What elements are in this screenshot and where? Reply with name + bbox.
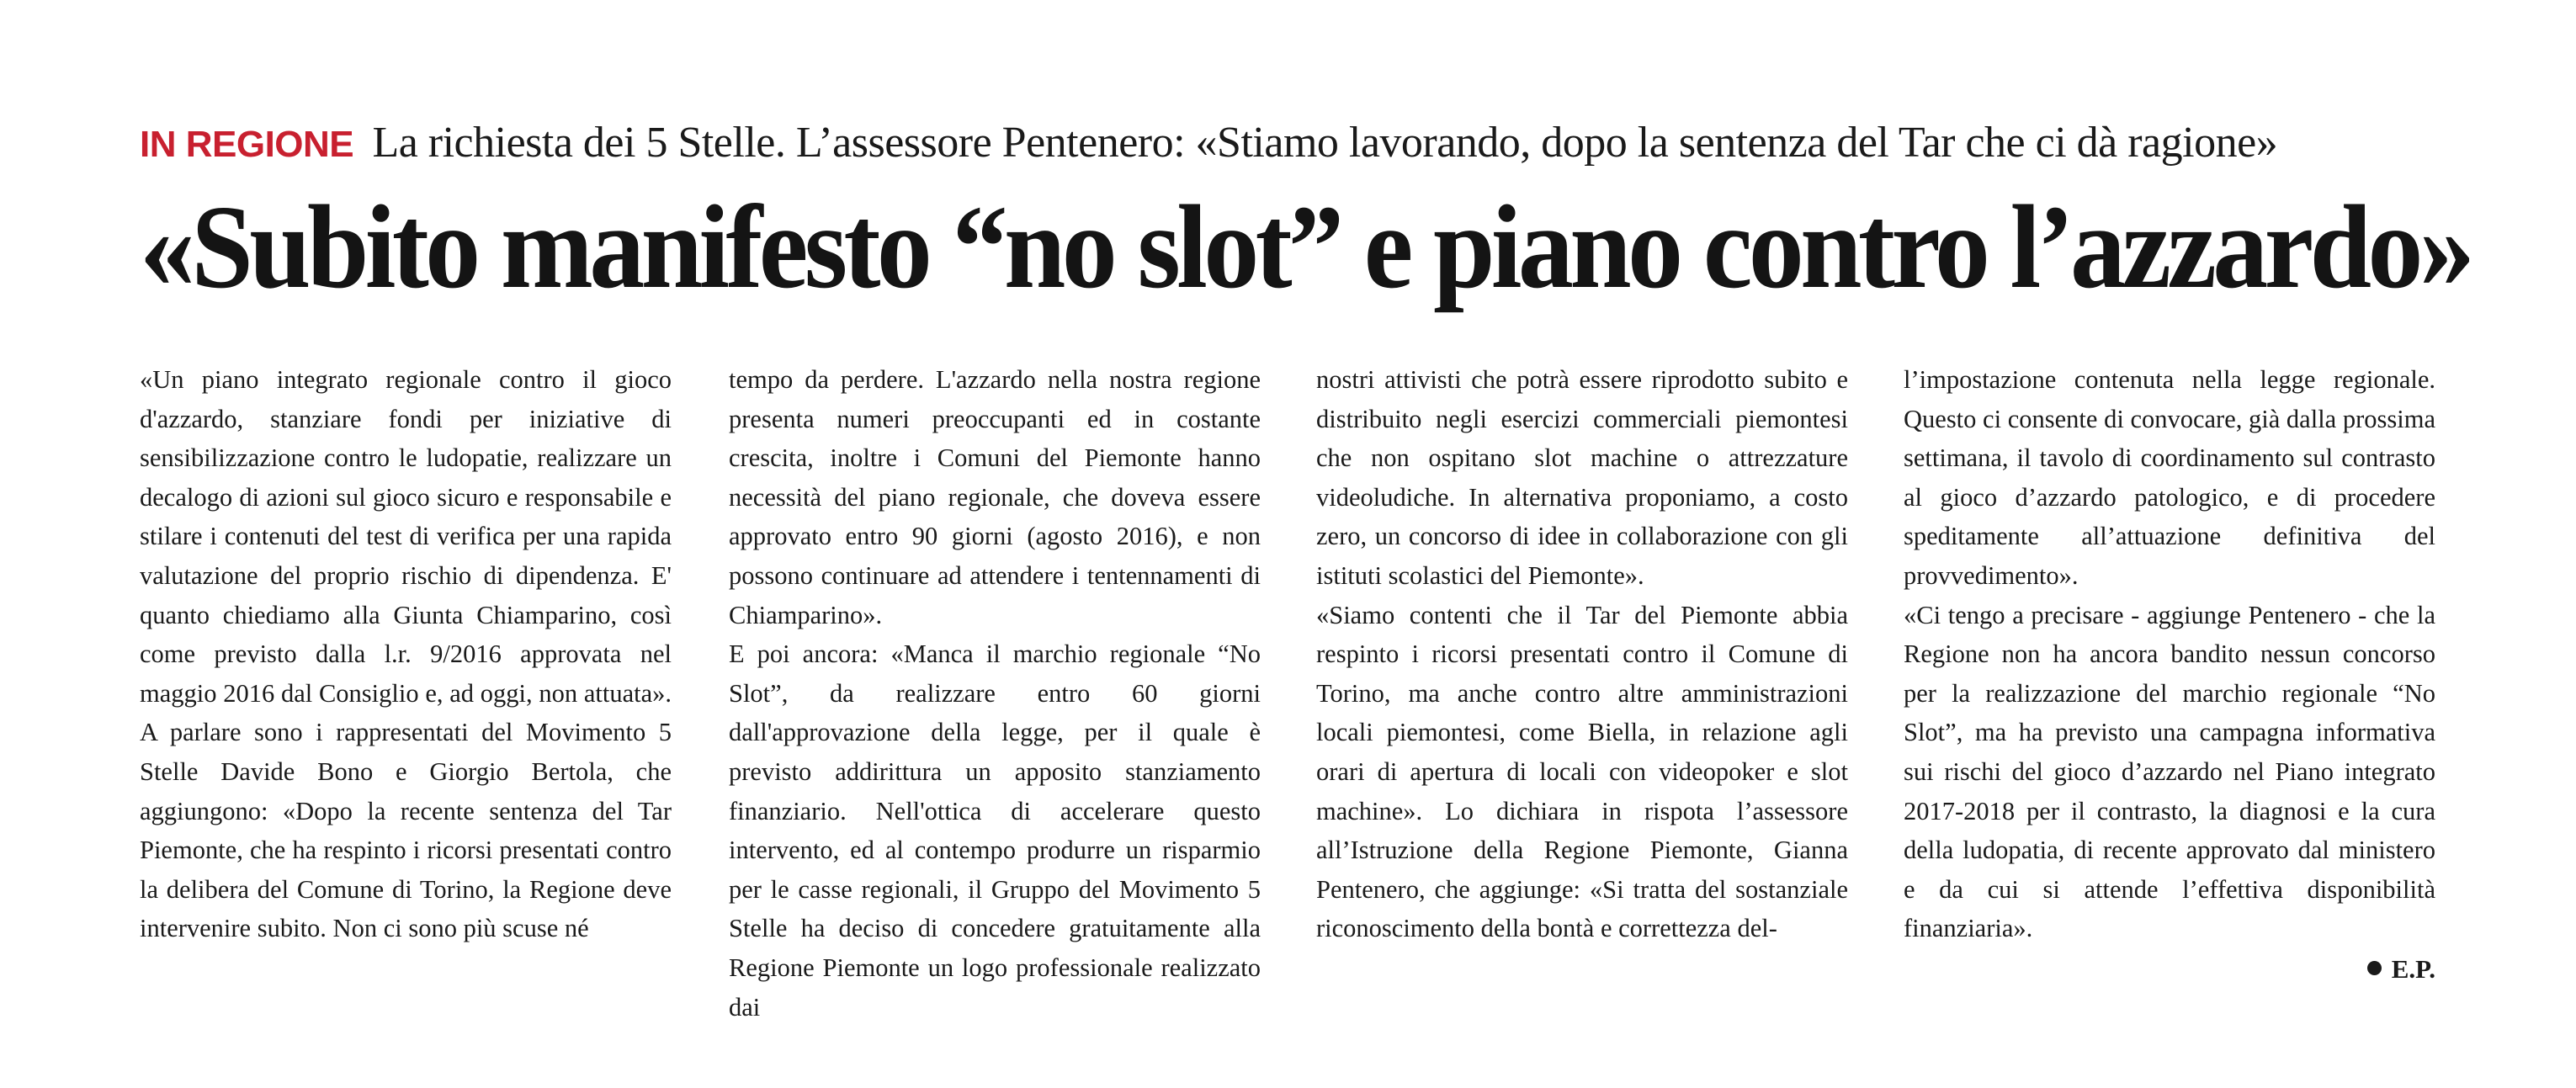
paragraph: tempo da perdere. L'azzardo nella nostra regione presenta numeri preoccupanti ed in costante crescita, inoltre i Comuni del Piemonte hanno necessità del piano regionale, che doveva essere approvato entro 90 giorni (agosto 2016), e non possono continuare ad attendere i tentennamenti di Chiamparino». [729,365,1261,629]
paragraph: «Siamo contenti che il Tar del Piemonte abbia respinto i ricorsi presentati contro il Comune di Torino, ma anche contro altre amministrazioni locali piemontesi, come Biella, in relazione agli orari di apertura di locali con videopoker e slot machine». Lo dichiara in rispota l’assessore all’Istruzione della Regione Piemonte, Gianna Pentenero, che aggiunge: «Si tratta del sostanziale riconoscimento della bontà e correttezza del- [1316,600,1848,943]
author-signature [1904,950,2435,990]
article [140,116,2472,1022]
kicker-line [140,116,2459,172]
headline: «Subito manifesto “no slot” e piano contro l’azzardo» [140,180,2472,313]
author-initials: E.P. [2391,953,2435,984]
paragraph: l’impostazione contenuta nella legge regionale. Questo ci consente di convocare, già dalla prossima settimana, il tavolo di coordinamento sul contrasto al gioco d’azzardo patologico, e di procedere speditamente all’attuazione definitiva del provvedimento». [1904,365,2435,590]
section-tag: IN REGIONE [140,124,354,165]
text-column-4 [1904,360,2435,990]
kicker-text: La richiesta dei 5 Stelle. L’assessore Pentenero: «Stiamo lavorando, dopo la sentenza del Tar che ci dà ragione» [372,119,2278,167]
text-column-2 [729,360,1261,1027]
paragraph: «Un piano integrato regionale contro il gioco d'azzardo, stanziare fondi per iniziative di sensibilizzazione contro le ludopatie, realizzare un decalogo di azioni sul gioco sicuro e responsabile e stilare i contenuti del test di verifica per una rapida valutazione del proprio rischio di dipendenza. E' quanto chiediamo alla Giunta Chiamparino, così come previsto dalla l.r. 9/2016 approvata nel maggio 2016 dal Consiglio e, ad oggi, non attuata». A parlare sono i rappresentati del Movimento 5 Stelle Davide Bono e Giorgio Bertola, che aggiungono: «Dopo la recente sentenza del Tar Piemonte, che ha respinto i ricorsi presentati contro la delibera del Comune di Torino, la Regione deve intervenire subito. Non ci sono più scuse né [140,365,672,943]
paragraph: nostri attivisti che potrà essere riprodotto subito e distribuito negli esercizi commerciali piemontesi che non ospitano slot machine o attrezzature videoludiche. In alternativa proponiamo, a costo zero, un concorso di idee in collaborazione con gli istituti scolastici del Piemonte». [1316,365,1848,590]
text-column-3 [1316,360,1848,948]
text-column-1 [140,360,672,948]
article-body [140,360,2459,1084]
bullet-icon [2367,961,2382,975]
paragraph: E poi ancora: «Manca il marchio regionale “No Slot”, da realizzare entro 60 giorni dall'approvazione della legge, per il quale è previsto addirittura un apposito stanziamento finanziario. Nell'ottica di accelerare questo intervento, ed al contempo produrre un risparmio per le casse regionali, il Gruppo del Movimento 5 Stelle ha deciso di concedere gratuitamente alla Regione Piemonte un logo professionale realizzato dai [729,640,1261,1022]
paragraph: «Ci tengo a precisare - aggiunge Pentenero - che la Regione non ha ancora bandito nessun concorso per la realizzazione del marchio regionale “No Slot”, ma ha previsto una campagna informativa sui rischi del gioco d’azzardo nel Piano integrato 2017-2018 per il contrasto, la diagnosi e la cura della ludopatia, di recente approvato dal ministero e da cui si attende l’effettiva disponibilità finanziaria». [1904,600,2435,943]
